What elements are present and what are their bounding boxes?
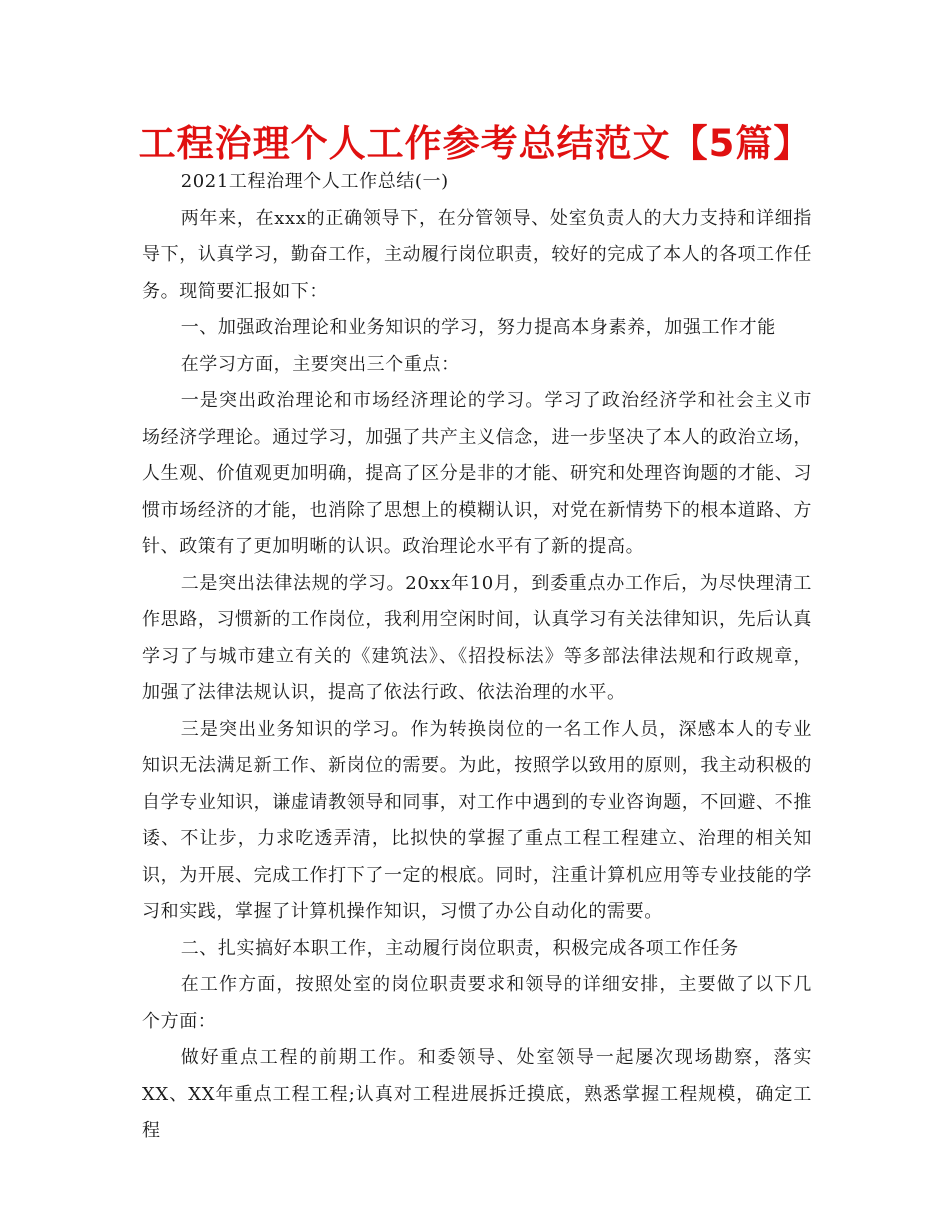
body-paragraph: 做好重点工程的前期工作。和委领导、处室领导一起屡次现场勘察，落实XX、XX年重点工程工程;认真对工程进展拆迁摸底，熟悉掌握工程规模，确定工程 xyxy=(142,1047,812,1141)
body-paragraph: 二是突出法律法规的学习。20xx年10月，到委重点办工作后，为尽快理清工作思路，习惯新的工作岗位，我利用空闲时间，认真学习有关法律知识，先后认真学习了与城市建立有关的《建筑法》、《招投标法》等多部法律法规和行政规章，加强了法律法规认识，提高了依法行政、依法治理的水平。 xyxy=(142,572,812,703)
section-heading: 2021工程治理个人工作总结(一) xyxy=(180,171,449,192)
document-body xyxy=(142,164,812,1150)
subsection-heading: 二、扎实搞好本职工作，主动履行岗位职责，积极完成各项工作任务 xyxy=(180,937,739,959)
body-paragraph: 一是突出政治理论和市场经济理论的学习。学习了政治经济学和社会主义市场经济学理论。通过学习，加强了共产主义信念，进一步坚决了本人的政治立场，人生观、价值观更加明确，提高了区分是非的才能、研究和处理咨询题的才能、习惯市场经济的才能，也消除了思想上的模糊认识，对党在新情势下的根本道路、方针、政策有了更加明晰的认识。政治理论水平有了新的提高。 xyxy=(142,390,812,557)
body-paragraph: 两年来，在xxx的正确领导下，在分管领导、处室负责人的大力支持和详细指导下，认真学习，勤奋工作，主动履行岗位职责，较好的完成了本人的各项工作任务。现简要汇报如下： xyxy=(142,207,812,302)
document-title: 工程治理个人工作参考总结范文【5篇】 xyxy=(138,122,812,165)
subsection-heading: 一、加强政治理论和业务知识的学习，努力提高本身素养，加强工作才能 xyxy=(180,317,776,338)
body-paragraph: 三是突出业务知识的学习。作为转换岗位的一名工作人员，深感本人的专业知识无法满足新工作、新岗位的需要。为此，按照学以致用的原则，我主动积极的自学专业知识，谦虚请教领导和同事，对工作中遇到的专业咨询题，不回避、不推诿、不让步，力求吃透弄清，比拟快的掌握了重点工程工程建立、治理的相关知识，为开展、完成工作打下了一定的根底。同时，注重计算机应用等专业技能的学习和实践，掌握了计算机操作知识，习惯了办公自动化的需要。 xyxy=(142,718,812,922)
body-paragraph: 在学习方面，主要突出三个重点： xyxy=(180,353,460,375)
body-paragraph: 在工作方面，按照处室的岗位职责要求和领导的详细安排，主要做了以下几个方面： xyxy=(142,974,812,1032)
